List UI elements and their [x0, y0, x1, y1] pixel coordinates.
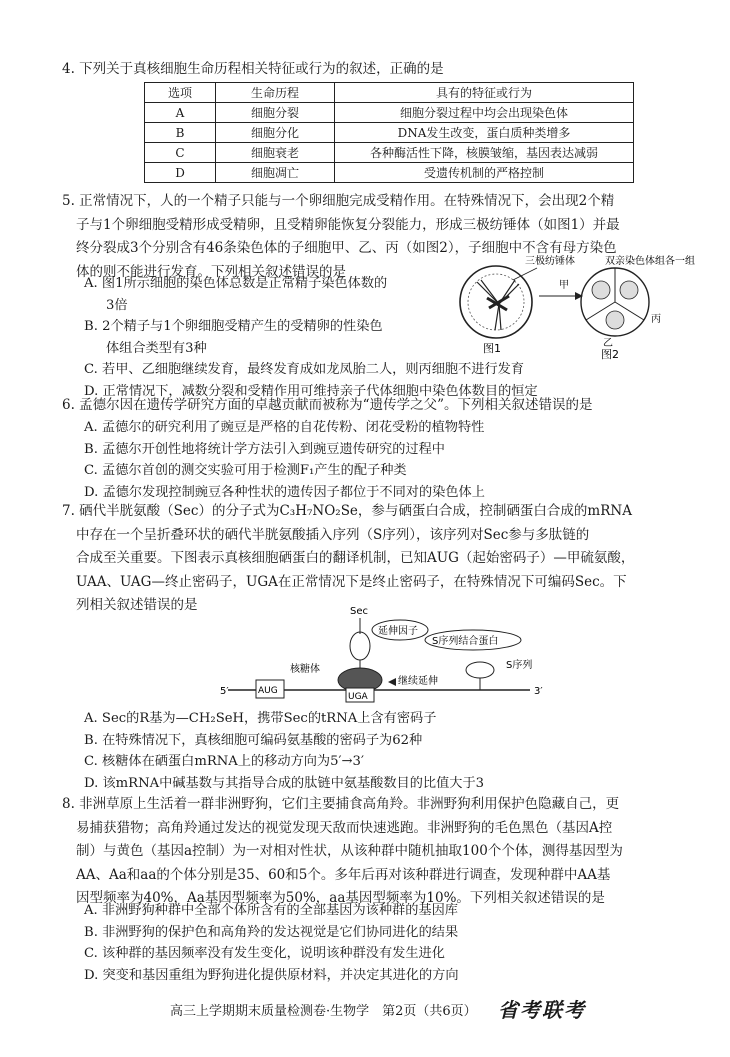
stem-line: 子与1个卵细胞受精形成受精卵，且受精卵能恢复分裂能力，形成三极纺锤体（如图1）并最	[76, 216, 620, 233]
q6-options	[84, 417, 485, 503]
fig2-nucleus	[606, 311, 624, 329]
option-b: B. 在特殊情况下，真核细胞可编码氨基酸的密码子为62种	[84, 732, 423, 748]
table-header: 生命历程	[216, 83, 335, 103]
s-loop	[466, 662, 494, 678]
stem-line: 终分裂成3个分别含有46条染色体的子细胞甲、乙、丙（如图2），子细胞中不含有母方染色	[76, 240, 617, 256]
table-header-row	[145, 83, 634, 103]
stem-line: UAA、UAG—终止密码子，UGA在正常情况下是终止密码子，在特殊情况下可编码Sec。下	[76, 573, 627, 590]
option-c: C. 孟德尔首创的测交实验可用于检测F₁产生的配子种类	[84, 463, 407, 478]
fig1-caption: 图1	[483, 342, 501, 355]
option-d: D. 孟德尔发现控制豌豆各种性状的遗传因子都位于不同对的染色体上	[84, 484, 485, 500]
label-yi: 乙	[603, 338, 613, 349]
table-row	[145, 143, 634, 163]
stem-line: 7. 硒代半胱氨酸（Sec）的分子式为C₃H₇NO₂Se，参与硒蛋白合成，控制硒蛋白合成的mRNA	[62, 503, 632, 519]
option-d: D. 突变和基因重组为野狗进化提供原材料，并决定其进化的方向	[84, 967, 459, 983]
aug-label: AUG	[258, 686, 278, 696]
uga-label: UGA	[348, 692, 368, 702]
fig1-spindle	[477, 280, 519, 330]
table-header: 具有的特征或行为	[335, 83, 634, 103]
option-a-cont: 3倍	[106, 297, 128, 313]
table-row	[145, 123, 634, 143]
option-d: D. 该mRNA中碱基数与其指导合成的肽链中氨基酸数目的比值大于3	[84, 775, 485, 791]
option-c: C. 该种群的基因频率没有发生变化，说明该种群没有发生进化	[84, 946, 445, 961]
label-bing: 丙	[651, 314, 661, 325]
option-c: C. 核糖体在硒蛋白mRNA上的移动方向为5′→3′	[84, 754, 364, 769]
trna-icon	[350, 632, 370, 660]
option-b: B. 孟德尔开创性地将统计学方法引入到豌豆遗传研究的过程中	[84, 441, 445, 457]
q7-figure	[220, 600, 560, 704]
table-cell: A	[145, 103, 216, 123]
table-cell: 各种酶活性下降，核膜皱缩，基因表达减弱	[335, 143, 634, 163]
stem-line: 体的则不能进行发育。下列相关叙述错误的是	[76, 263, 346, 280]
q6-stem: 6. 孟德尔因在遗传学研究方面的卓越贡献而被称为“遗传学之父”。下列相关叙述错误的是	[62, 397, 593, 413]
q8-options	[84, 900, 459, 986]
fig2-nucleus	[620, 281, 638, 299]
stem-line: 列相关叙述错误的是	[76, 597, 198, 613]
table-header: 选项	[145, 83, 216, 103]
sbind-label: S序列结合蛋白	[432, 636, 499, 647]
option-a: A. 图1所示细胞的染色体总数是正常精子染色体数的	[84, 276, 388, 291]
stem-line: 8. 非洲草原上生活着一群非洲野狗，它们主要捕食高角羚。非洲野狗利用保护色隐藏自己，更	[62, 796, 620, 812]
option-b-cont: 体组合类型有3种	[106, 340, 207, 356]
label-jia: 甲	[559, 280, 569, 291]
table-cell: 细胞分裂	[216, 103, 335, 123]
table-cell: C	[145, 143, 216, 163]
table-cell: 受遗传机制的严格控制	[335, 163, 634, 183]
stem-line: 因型频率为40%，Aa基因型频率为50%，aa基因型频率为10%。下列相关叙述错误的是	[76, 890, 605, 906]
q4-stem: 4. 下列关于真核细胞生命历程相关特征或行为的叙述，正确的是	[62, 61, 444, 77]
fig2-nucleus	[592, 281, 610, 299]
elong-label: 延伸因子	[378, 626, 418, 637]
table-cell: D	[145, 163, 216, 183]
table-cell: 细胞分化	[216, 123, 335, 143]
table-cell: 细胞分裂过程中均会出现染色体	[335, 103, 634, 123]
q4-table	[144, 82, 634, 183]
option-b: B. 非洲野狗的保护色和高角羚的发达视觉是它们协同进化的结果	[84, 924, 459, 940]
option-a: A. Sec的R基为—CH₂SeH，携带Sec的tRNA上含有密码子	[84, 711, 437, 726]
stem-line: AA、Aa和aa的个体分别是35、60和5个。多年后再对该种群进行调查，发现种群中AA基	[76, 866, 611, 883]
stem-line: 5. 正常情况下，人的一个精子只能与一个卵细胞完成受精作用。在特殊情况下，会出现2个精	[62, 193, 615, 209]
cont-label: 继续延伸	[398, 676, 438, 687]
table-cell: 细胞衰老	[216, 143, 335, 163]
spindle-label: 三极纺锤体	[525, 256, 575, 267]
three-prime: 3′	[534, 686, 543, 697]
table-cell: DNA发生改变，蛋白质种类增多	[335, 123, 634, 143]
stem-line: 合成至关重要。下图表示真核细胞硒蛋白的翻译机制，已知AUG（起始密码子）—甲硫氨酸，	[76, 550, 635, 566]
five-prime: 5′	[220, 686, 229, 697]
brand-logo: 省考联考	[498, 998, 586, 1022]
q7-options	[84, 708, 484, 794]
spindle-pointer	[513, 268, 537, 280]
option-d: D. 正常情况下，减数分裂和受精作用可维持亲子代体细胞中染色体数目的恒定	[84, 383, 538, 399]
option-c: C. 若甲、乙细胞继续发育，最终发育成如龙凤胎二人，则丙细胞不进行发育	[84, 362, 525, 377]
table-cell: B	[145, 123, 216, 143]
table-cell: 细胞凋亡	[216, 163, 335, 183]
page-footer: 高三上学期期末质量检测卷·生物学 第2页（共6页）	[170, 1004, 477, 1019]
stem-line: 制）与黄色（基因a控制）为一对相对性状，从该种群中随机抽取100个个体，测得基因型为	[76, 843, 623, 859]
sseq-label: S序列	[506, 660, 533, 671]
stem-line: 易捕获猎物；高角羚通过发达的视觉发现天敌而快速逃跑。非洲野狗的毛色黑色（基因A控	[76, 819, 613, 836]
table-row	[145, 103, 634, 123]
sec-label: Sec	[350, 606, 368, 617]
table-row	[145, 163, 634, 183]
stem-line: 中存在一个呈折叠环状的硒代半胱氨酸插入序列（S序列），该序列对Sec参与多肽链的	[76, 526, 590, 543]
q5-figure	[455, 250, 705, 362]
option-a: A. 孟德尔的研究利用了豌豆是严格的自花传粉、闭花受粉的植物特性	[84, 420, 485, 435]
ribosome-label: 核糖体	[290, 664, 320, 675]
option-b: B. 2个精子与1个卵细胞受精产生的受精卵的性染色	[84, 319, 383, 334]
option-a: A. 非洲野狗种群中全部个体所含有的全部基因为该种群的基因库	[84, 903, 458, 918]
chrom-label: 双亲染色体组各一组	[605, 256, 695, 267]
fig2-caption: 图2	[601, 348, 619, 361]
q8-stem	[62, 793, 702, 911]
arrow-head	[388, 678, 396, 686]
